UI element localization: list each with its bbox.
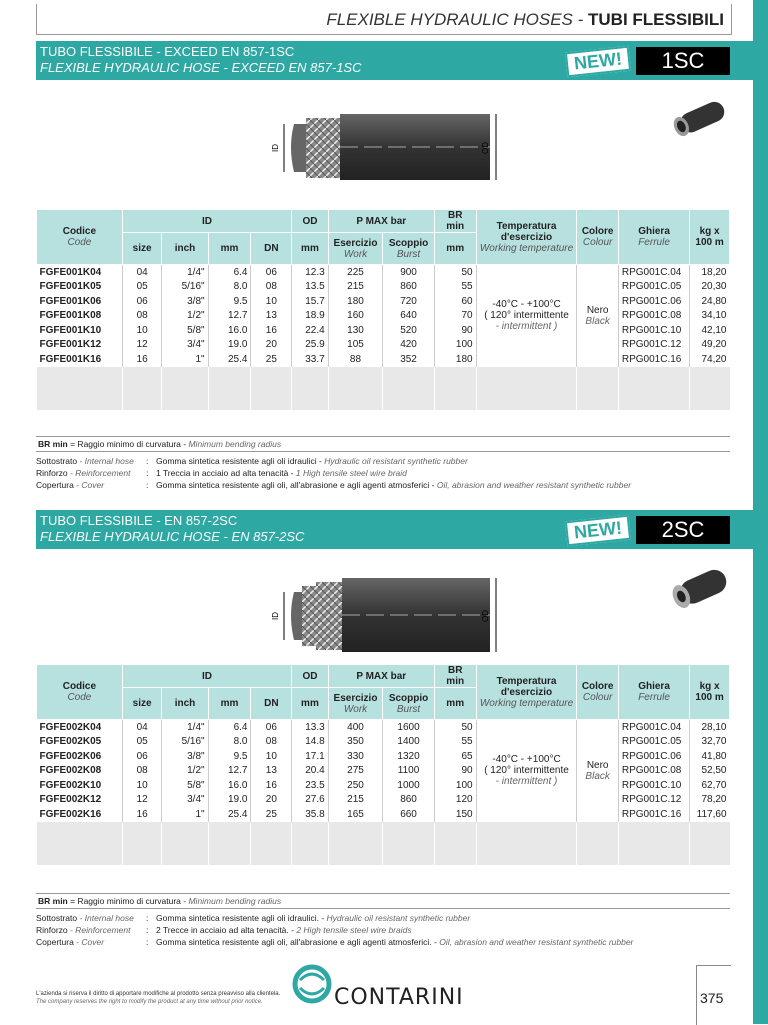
hose-section-diagram-2sc [270, 578, 500, 652]
material-row: Rinforzo - Reinforcement : 2 Trecce in acciaio ad alta tenacità. - 2 High tensile steel wire braids [36, 925, 412, 935]
col-temp: Temperatura d'esercizio Working temperature [476, 210, 577, 265]
notes-2sc: BR min = Raggio minimo di curvatura - Minimum bending radius Sottostrato - Internal hose : Gomma sintetica resistente agli oli idraulici. - Hydraulic oil resistant synthetic rubber Rinforzo - Reinforcement : 2 Trecce in acciaio ad alta tenacità. - 2 High tensile steel wire braids Copertura - Cover : Gomma sintetica resistente agli oli, all'abrasione e agli agenti atmosferici. - Oil, abrasion and weather resistant synthetic rubber [36, 893, 730, 948]
table-row: FGFE001K16 16 1" 25.4 25 33.7 88 352 180 RPG001C.16 74,20 [37, 352, 730, 367]
table-row: FGFE002K12 12 3/4" 19.0 20 27.6 215 860 120 RPG001C.12 78,20 [37, 793, 730, 808]
spec-table-2sc: Codice Code ID OD P MAX bar BR min Temperatura d'esercizio Working temperature Colore Colour Ghiera Ferrule kg x 100 m size inch mm DN mm Esercizio Work Scoppio Burst mm FGFE002K04 04 1/4" 6.4 06 13.3 400 1600 50 -40°C - +100°C ( 120° intermittente - intermittent ) Nero Black RPG001C.04 28,10 FGFE002K05 05 5/16" 8.0 08 14.8 350 1400 55 RPG001C.05 32,70 FGFE002K06 06 3/8" 9.5 10 17.1 330 1320 65 RPG001C.06 41,80 FGFE002K08 08 1/2" 12.7 13 20.4 275 1100 90 RPG001C.08 52,50 FGFE002K10 10 5/8" 16.0 16 23.5 250 1000 100 RPG001C.10 62,70 FGFE002K12 12 3/4" 19.0 20 27.6 215 860 120 RPG001C.12 78,20 FGFE002K16 16 1" 25.4 25 35.8 165 660 150 RPG001C.16 117,60 [36, 664, 730, 865]
product-code-badge: 2SC [636, 516, 730, 544]
material-row: Sottostrato - Internal hose : Gomma sintetica resistente agli oli idraulici. - Hydraulic oil resistant synthetic rubber [36, 913, 471, 923]
col-codice: Codice Code [37, 210, 123, 265]
col-kg: kg x 100 m [690, 210, 730, 265]
empty-row [37, 396, 730, 411]
svg-text:CONTARINI: CONTARINI [334, 985, 464, 1010]
material-row: Rinforzo - Reinforcement : 1 Treccia in acciaio ad alta tenacità - 1 High tensile steel wire braid [36, 468, 407, 478]
col-id: ID [122, 665, 291, 688]
spec-table-1sc: Codice Code ID OD P MAX bar BR min Temperatura d'esercizio Working temperature Colore Colour Ghiera Ferrule kg x 100 m size inch mm DN mm Esercizio Work Scoppio Burst mm FGFE001K04 04 1/4" 6.4 06 12.3 225 900 50 -40°C - +100°C ( 120° intermittente - intermittent ) Nero Black RPG001C.04 18,20 FGFE001K05 05 5/16" 8.0 08 13.5 215 860 55 RPG001C.05 20,30 FGFE001K06 06 3/8" 9.5 10 15.7 180 720 60 RPG001C.06 24,80 FGFE001K08 08 1/2" 12.7 13 18.9 160 640 70 RPG001C.08 34,10 FGFE001K10 10 5/8" 16.0 16 22.4 130 520 90 RPG001C.10 42,10 FGFE001K12 12 3/4" 19.0 20 25.9 105 420 100 RPG001C.12 49,20 FGFE001K16 16 1" 25.4 25 33.7 88 352 180 RPG001C.16 74,20 [36, 209, 730, 410]
new-badge: NEW! [565, 46, 631, 78]
dim-od-label: OD [481, 142, 490, 154]
temperature-cell: -40°C - +100°C ( 120° intermittente - intermittent ) [476, 265, 577, 367]
temperature-cell: -40°C - +100°C ( 120° intermittente - intermittent ) [476, 720, 577, 822]
page-number: 375 [700, 990, 724, 1006]
material-row: Sottostrato - Internal hose : Gomma sintetica resistente agli oli idraulici - Hydraulic oil resistant synthetic rubber [36, 456, 468, 466]
hose-thumbnail-1sc [660, 98, 732, 142]
new-badge: NEW! [565, 515, 631, 547]
col-colore: Colore Colour [577, 665, 618, 720]
empty-row [37, 381, 730, 396]
empty-row [37, 851, 730, 866]
table-row: FGFE002K08 08 1/2" 12.7 13 20.4 275 1100 90 RPG001C.08 52,50 [37, 764, 730, 779]
table-row: FGFE001K12 12 3/4" 19.0 20 25.9 105 420 100 RPG001C.12 49,20 [37, 338, 730, 353]
product-code-badge: 1SC [636, 47, 730, 75]
table-row: FGFE002K10 10 5/8" 16.0 16 23.5 250 1000 100 RPG001C.10 62,70 [37, 778, 730, 793]
dim-id-label: ID [271, 144, 280, 152]
table-row: FGFE001K08 08 1/2" 12.7 13 18.9 160 640 70 RPG001C.08 34,10 [37, 309, 730, 324]
col-codice: Codice Code [37, 665, 123, 720]
empty-row [37, 367, 730, 382]
dim-od-label: OD [481, 610, 490, 622]
col-brmin: BR min [434, 665, 476, 688]
table-row: FGFE001K06 06 3/8" 9.5 10 15.7 180 720 60 RPG001C.06 24,80 [37, 294, 730, 309]
hose-section-diagram-1sc [270, 112, 500, 182]
table-row: FGFE001K04 04 1/4" 6.4 06 12.3 225 900 50 -40°C - +100°C ( 120° intermittente - intermittent ) Nero Black RPG001C.04 18,20 [37, 265, 730, 280]
material-row: Copertura - Cover : Gomma sintetica resistente agli oli, all'abrasione e agli agenti atmosferici - Oil, abrasion and weather resistant synthetic rubber [36, 480, 632, 490]
col-od: OD [292, 665, 328, 688]
section2-title-en: FLEXIBLE HYDRAULIC HOSE - EN 857-2SC [40, 529, 305, 544]
footer-disclaimer: L'azienda si riserva il diritto di apportare modifiche al prodotto senza preavviso alla clientela. The company reserves the right to modify the product at any time without prior notice. [36, 991, 281, 1005]
dim-id-label: ID [271, 612, 280, 620]
section1-title-it: TUBO FLESSIBILE - EXCEED EN 857-1SC [40, 44, 295, 59]
col-colore: Colore Colour [577, 210, 618, 265]
col-brmin: BR min [434, 210, 476, 233]
table-row: FGFE001K05 05 5/16" 8.0 08 13.5 215 860 55 RPG001C.05 20,30 [37, 280, 730, 295]
col-pmax: P MAX bar [328, 665, 434, 688]
empty-row [37, 836, 730, 851]
table-row: FGFE002K06 06 3/8" 9.5 10 17.1 330 1320 65 RPG001C.06 41,80 [37, 749, 730, 764]
colour-cell: Nero Black [577, 720, 618, 822]
col-ghiera: Ghiera Ferrule [618, 210, 689, 265]
contarini-logo [290, 962, 480, 1010]
hose-thumbnail-2sc [660, 566, 732, 614]
right-accent-strip [753, 0, 768, 1024]
table-row: FGFE002K16 16 1" 25.4 25 35.8 165 660 150 RPG001C.16 117,60 [37, 807, 730, 822]
empty-row [37, 822, 730, 837]
notes-1sc: BR min = Raggio minimo di curvatura - Minimum bending radius Sottostrato - Internal hose : Gomma sintetica resistente agli oli idraulici - Hydraulic oil resistant synthetic rubber Rinforzo - Reinforcement : 1 Treccia in acciaio ad alta tenacità - 1 High tensile steel wire braid Copertura - Cover : Gomma sintetica resistente agli oli, all'abrasione e agli agenti atmosferici - Oil, abrasion and weather resistant synthetic rubber [36, 436, 730, 491]
section2-title-it: TUBO FLESSIBILE - EN 857-2SC [40, 513, 238, 528]
col-id: ID [122, 210, 291, 233]
col-pmax: P MAX bar [328, 210, 434, 233]
col-ghiera: Ghiera Ferrule [618, 665, 689, 720]
table-row: FGFE002K05 05 5/16" 8.0 08 14.8 350 1400 55 RPG001C.05 32,70 [37, 735, 730, 750]
col-temp: Temperatura d'esercizio Working temperature [476, 665, 577, 720]
col-kg: kg x 100 m [690, 665, 730, 720]
table-row: FGFE001K10 10 5/8" 16.0 16 22.4 130 520 90 RPG001C.10 42,10 [37, 323, 730, 338]
colour-cell: Nero Black [577, 265, 618, 367]
material-row: Copertura - Cover : Gomma sintetica resistente agli oli, all'abrasione e agli agenti atmosferici. - Oil, abrasion and weather resistant synthetic rubber [36, 937, 634, 947]
section1-title-en: FLEXIBLE HYDRAULIC HOSE - EXCEED EN 857-1SC [40, 60, 362, 75]
page-header: FLEXIBLE HYDRAULIC HOSES - TUBI FLESSIBILI [326, 10, 724, 29]
col-od: OD [292, 210, 328, 233]
table-row: FGFE002K04 04 1/4" 6.4 06 13.3 400 1600 50 -40°C - +100°C ( 120° intermittente - intermittent ) Nero Black RPG001C.04 28,10 [37, 720, 730, 735]
